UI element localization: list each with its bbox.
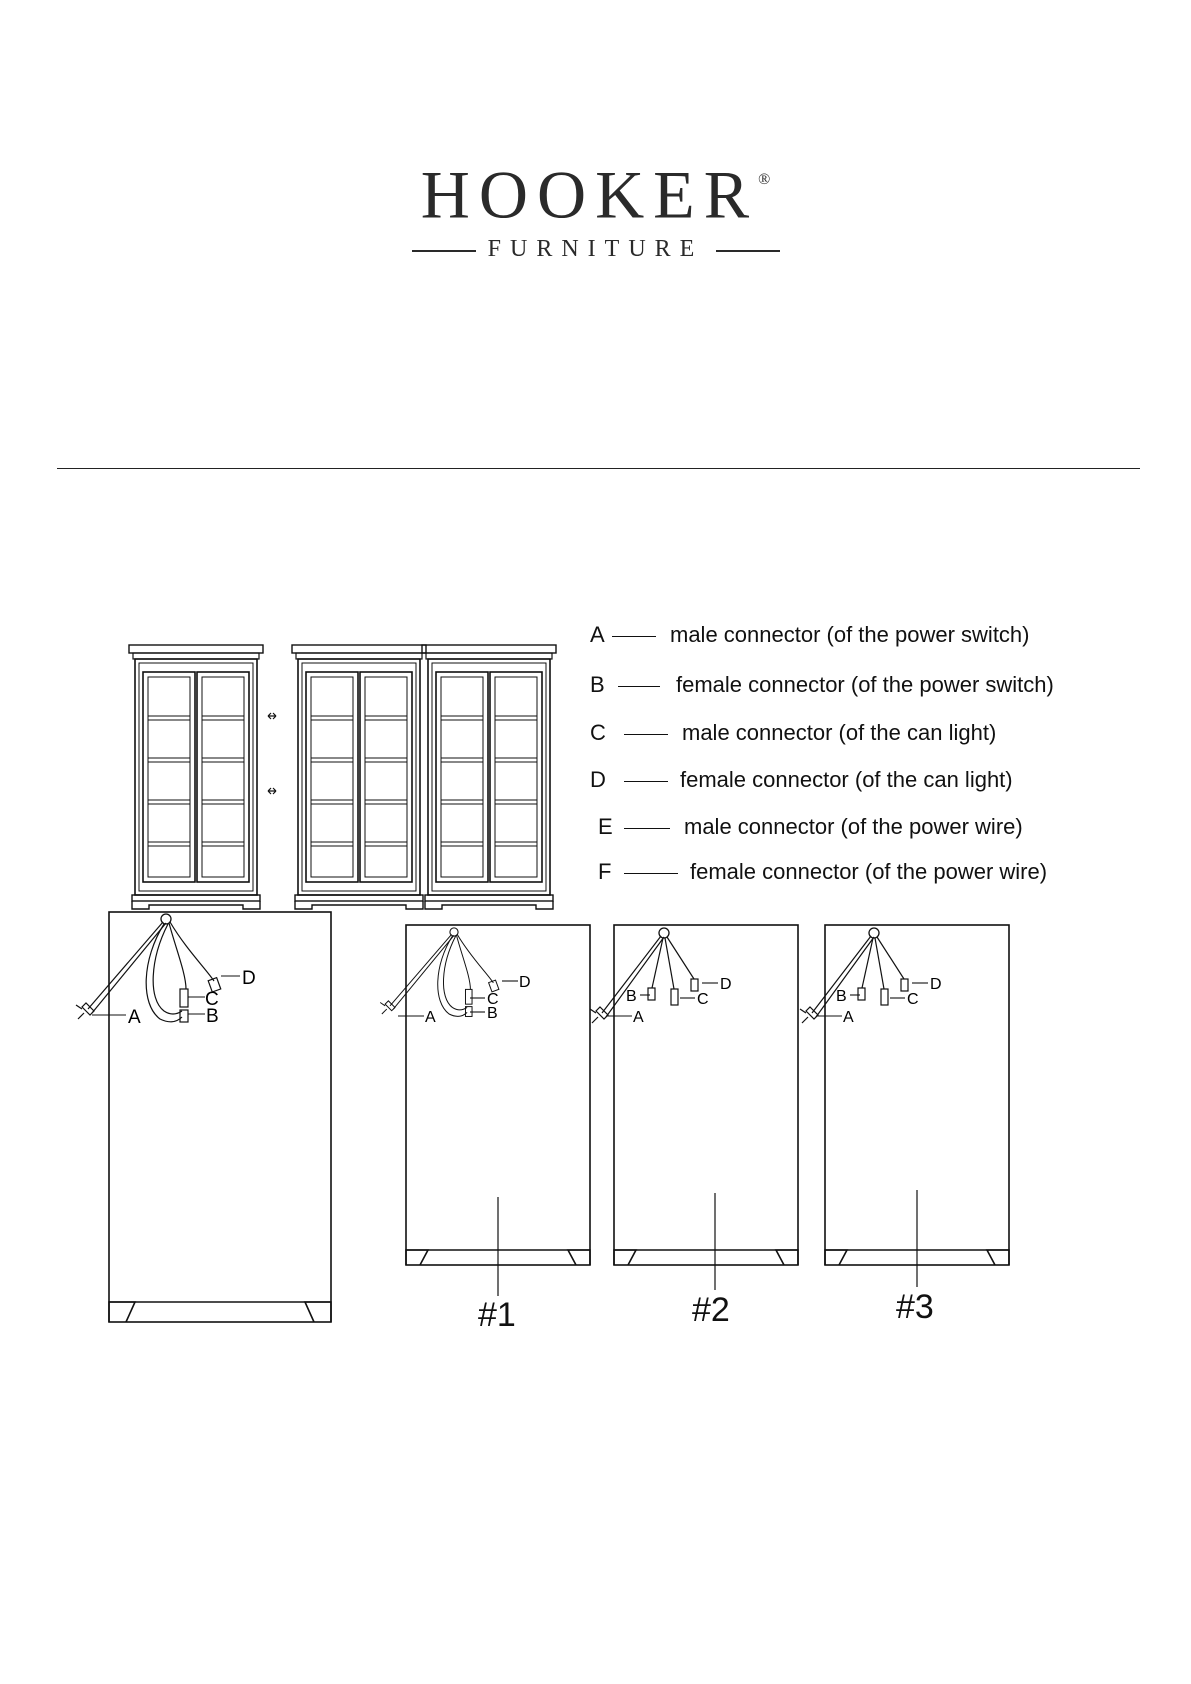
tag-a: A xyxy=(128,1007,141,1028)
legend-text: female connector (of the power switch) xyxy=(676,672,1054,697)
arrow-icon xyxy=(268,713,276,794)
unit-label-1: #1 xyxy=(478,1296,516,1334)
logo-brand: HOOKER xyxy=(420,156,759,233)
cabinet-single-illustration xyxy=(129,645,263,909)
tag-d: D xyxy=(930,976,942,993)
tag-c: C xyxy=(205,989,219,1010)
back-panel-2 xyxy=(614,925,798,1265)
legend-letter: A xyxy=(590,622,605,647)
logo-subtitle: FURNITURE xyxy=(487,236,704,262)
tag-d: D xyxy=(720,976,732,993)
harness-main xyxy=(76,914,221,1022)
tag-d: D xyxy=(519,974,531,991)
legend-text: female connector (of the can light) xyxy=(680,767,1013,792)
legend-letter: B xyxy=(590,672,605,697)
harness-2 xyxy=(590,928,698,1023)
legend-text: male connector (of the power wire) xyxy=(684,814,1023,839)
legend-letter: C xyxy=(590,720,606,745)
tag-d: D xyxy=(242,968,256,989)
tag-a: A xyxy=(843,1009,854,1026)
logo-reg-mark: ® xyxy=(758,171,771,188)
tag-b: B xyxy=(626,988,637,1005)
tag-c: C xyxy=(697,991,709,1008)
legend-text: male connector (of the power switch) xyxy=(670,622,1030,647)
legend-letter: D xyxy=(590,767,606,792)
tag-c: C xyxy=(487,991,499,1008)
tag-a: A xyxy=(633,1009,644,1026)
tag-c: C xyxy=(907,991,919,1008)
harness-3 xyxy=(800,928,908,1023)
tag-b: B xyxy=(206,1006,219,1027)
unit-label-2: #2 xyxy=(692,1291,730,1329)
unit-label-3: #3 xyxy=(896,1288,934,1326)
tag-b: B xyxy=(487,1005,498,1022)
harness-1 xyxy=(380,928,499,1017)
legend-text: female connector (of the power wire) xyxy=(690,859,1048,884)
legend-letter: E xyxy=(598,814,613,839)
cabinet-double-illustration xyxy=(292,645,556,909)
tag-b: B xyxy=(836,988,847,1005)
tag-a: A xyxy=(425,1009,436,1026)
back-panel-main xyxy=(109,912,331,1322)
legend-letter: F xyxy=(598,859,612,884)
legend-text: male connector (of the can light) xyxy=(682,720,997,745)
